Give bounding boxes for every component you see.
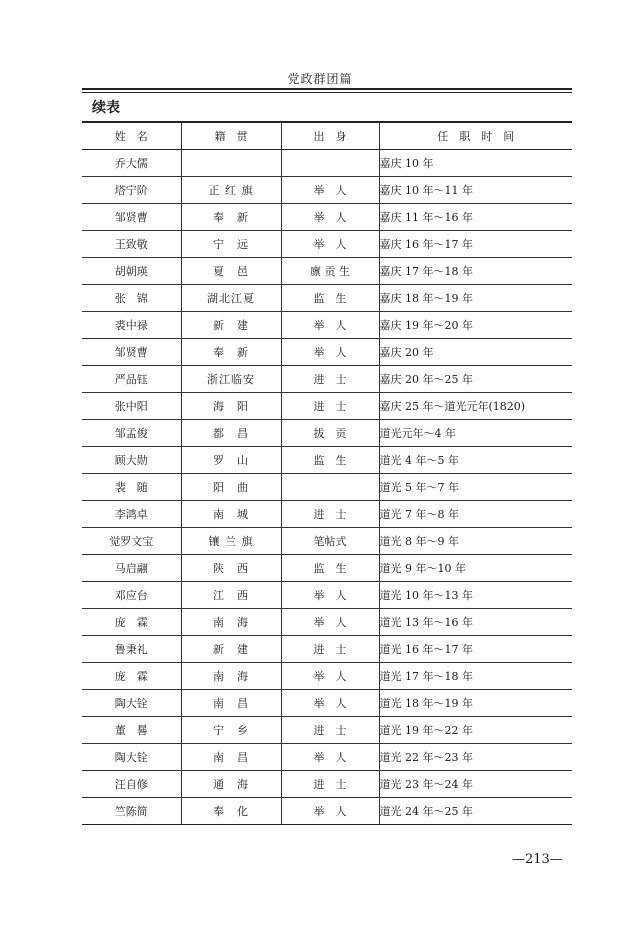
- table-row: [82, 393, 572, 420]
- cell-background: 廪 贡 生: [281, 258, 379, 285]
- cell-origin: [181, 150, 281, 177]
- column-header-name: 姓 名: [82, 122, 181, 150]
- table-row: [82, 312, 572, 339]
- cell-background: [281, 474, 379, 501]
- cell-name: 竺陈简: [82, 798, 181, 825]
- cell-name: 邹贤曹: [82, 339, 181, 366]
- cell-background: 举 人: [281, 798, 379, 825]
- cell-background: 举 人: [281, 312, 379, 339]
- cell-name: 王致敬: [82, 231, 181, 258]
- cell-origin: 新 建: [181, 312, 281, 339]
- header-rule-thick: [82, 88, 572, 90]
- cell-name: 裘中禄: [82, 312, 181, 339]
- cell-name: 邹孟俊: [82, 420, 181, 447]
- cell-background: 笔帖式: [281, 528, 379, 555]
- table-row: [82, 339, 572, 366]
- table-row: [82, 744, 572, 771]
- cell-background: 进 士: [281, 717, 379, 744]
- column-header-origin: 籍 贯: [181, 122, 281, 150]
- column-header-background: 出 身: [281, 122, 379, 150]
- cell-name: 张 锦: [82, 285, 181, 312]
- cell-tenure: 嘉庆 19 年～20 年: [379, 312, 572, 339]
- cell-background: 举 人: [281, 744, 379, 771]
- cell-background: 监 生: [281, 447, 379, 474]
- cell-origin: 浙江临安: [181, 366, 281, 393]
- table-row: [82, 636, 572, 663]
- header-rule-thin: [82, 92, 572, 93]
- section-label: 续表: [92, 100, 120, 116]
- cell-background: 进 士: [281, 636, 379, 663]
- cell-name: 塔宁阶: [82, 177, 181, 204]
- cell-name: 汪自修: [82, 771, 181, 798]
- table-row: [82, 447, 572, 474]
- table-row: [82, 285, 572, 312]
- cell-tenure: 嘉庆 17 年～18 年: [379, 258, 572, 285]
- cell-tenure: 嘉庆 18 年～19 年: [379, 285, 572, 312]
- cell-background: 拔 贡: [281, 420, 379, 447]
- cell-tenure: 道光 17 年～18 年: [379, 663, 572, 690]
- table-row: [82, 420, 572, 447]
- cell-tenure: 道光 16 年～17 年: [379, 636, 572, 663]
- cell-origin: 陕 西: [181, 555, 281, 582]
- cell-tenure: 嘉庆 25 年～道光元年(1820): [379, 393, 572, 420]
- cell-origin: 宁 远: [181, 231, 281, 258]
- cell-origin: 湖北江夏: [181, 285, 281, 312]
- table-row: [82, 582, 572, 609]
- cell-origin: 南 海: [181, 663, 281, 690]
- cell-name: 裴 随: [82, 474, 181, 501]
- cell-tenure: 嘉庆 20 年: [379, 339, 572, 366]
- cell-origin: 宁 乡: [181, 717, 281, 744]
- table-header-row: [82, 122, 572, 150]
- cell-origin: 奉 化: [181, 798, 281, 825]
- cell-origin: 夏 邑: [181, 258, 281, 285]
- cell-background: 举 人: [281, 204, 379, 231]
- cell-background: 监 生: [281, 285, 379, 312]
- cell-name: 陶大铨: [82, 690, 181, 717]
- cell-origin: 镶 兰 旗: [181, 528, 281, 555]
- cell-tenure: 嘉庆 20 年～25 年: [379, 366, 572, 393]
- cell-tenure: 道光 7 年～8 年: [379, 501, 572, 528]
- cell-tenure: 道光 19 年～22 年: [379, 717, 572, 744]
- cell-origin: 南 城: [181, 501, 281, 528]
- cell-origin: 南 昌: [181, 744, 281, 771]
- cell-name: 乔大儒: [82, 150, 181, 177]
- cell-name: 邓应台: [82, 582, 181, 609]
- cell-tenure: 嘉庆 10 年～11 年: [379, 177, 572, 204]
- cell-name: 庞 霖: [82, 663, 181, 690]
- table-row: [82, 528, 572, 555]
- cell-background: 举 人: [281, 231, 379, 258]
- cell-tenure: 道光 18 年～19 年: [379, 690, 572, 717]
- cell-background: 举 人: [281, 690, 379, 717]
- cell-origin: 奉 新: [181, 204, 281, 231]
- table-row: [82, 663, 572, 690]
- cell-name: 庞 霖: [82, 609, 181, 636]
- cell-origin: 奉 新: [181, 339, 281, 366]
- cell-name: 胡朝瑛: [82, 258, 181, 285]
- cell-name: 董 晷: [82, 717, 181, 744]
- table-row: [82, 501, 572, 528]
- cell-tenure: 道光 9 年～10 年: [379, 555, 572, 582]
- table-row: [82, 771, 572, 798]
- cell-name: 鲁秉礼: [82, 636, 181, 663]
- cell-background: 举 人: [281, 582, 379, 609]
- table-row: [82, 555, 572, 582]
- cell-background: 进 士: [281, 501, 379, 528]
- cell-background: 进 士: [281, 771, 379, 798]
- cell-origin: 南 昌: [181, 690, 281, 717]
- cell-name: 马启翮: [82, 555, 181, 582]
- table-row: [82, 366, 572, 393]
- table-row: [82, 150, 572, 177]
- table-row: [82, 798, 572, 825]
- cell-origin: 南 海: [181, 609, 281, 636]
- cell-origin: 罗 山: [181, 447, 281, 474]
- cell-name: 陶大铨: [82, 744, 181, 771]
- cell-background: 举 人: [281, 339, 379, 366]
- cell-name: 严品钰: [82, 366, 181, 393]
- cell-origin: 正 红 旗: [181, 177, 281, 204]
- cell-tenure: 道光元年～4 年: [379, 420, 572, 447]
- table-row: [82, 609, 572, 636]
- cell-name: 邹贤曹: [82, 204, 181, 231]
- cell-tenure: 嘉庆 11 年～16 年: [379, 204, 572, 231]
- cell-background: 进 士: [281, 366, 379, 393]
- table-row: [82, 690, 572, 717]
- cell-tenure: 嘉庆 10 年: [379, 150, 572, 177]
- table-body: [82, 150, 572, 825]
- cell-background: 举 人: [281, 609, 379, 636]
- cell-tenure: 道光 8 年～9 年: [379, 528, 572, 555]
- table-row: [82, 177, 572, 204]
- page-header-title: 党政群团篇: [287, 72, 353, 86]
- table-row: [82, 231, 572, 258]
- cell-tenure: 道光 13 年～16 年: [379, 609, 572, 636]
- cell-name: 李鸿卓: [82, 501, 181, 528]
- cell-background: 进 士: [281, 393, 379, 420]
- cell-name: 觉罗文宝: [82, 528, 181, 555]
- cell-tenure: 道光 4 年～5 年: [379, 447, 572, 474]
- table-row: [82, 474, 572, 501]
- table-row: [82, 204, 572, 231]
- cell-origin: 通 海: [181, 771, 281, 798]
- cell-background: [281, 150, 379, 177]
- cell-tenure: 道光 24 年～25 年: [379, 798, 572, 825]
- cell-tenure: 道光 5 年～7 年: [379, 474, 572, 501]
- official-roster-table: [82, 121, 572, 825]
- cell-origin: 江 西: [181, 582, 281, 609]
- cell-tenure: 嘉庆 16 年～17 年: [379, 231, 572, 258]
- cell-background: 监 生: [281, 555, 379, 582]
- page-number: —213—: [512, 852, 563, 867]
- cell-tenure: 道光 10 年～13 年: [379, 582, 572, 609]
- cell-origin: 新 建: [181, 636, 281, 663]
- cell-name: 顾大勋: [82, 447, 181, 474]
- table-row: [82, 717, 572, 744]
- cell-origin: 阳 曲: [181, 474, 281, 501]
- table-row: [82, 258, 572, 285]
- cell-origin: 海 阳: [181, 393, 281, 420]
- column-header-tenure: 任 职 时 间: [379, 122, 572, 150]
- cell-tenure: 道光 23 年～24 年: [379, 771, 572, 798]
- cell-origin: 都 昌: [181, 420, 281, 447]
- cell-name: 张中阳: [82, 393, 181, 420]
- cell-background: 举 人: [281, 663, 379, 690]
- cell-background: 举 人: [281, 177, 379, 204]
- cell-tenure: 道光 22 年～23 年: [379, 744, 572, 771]
